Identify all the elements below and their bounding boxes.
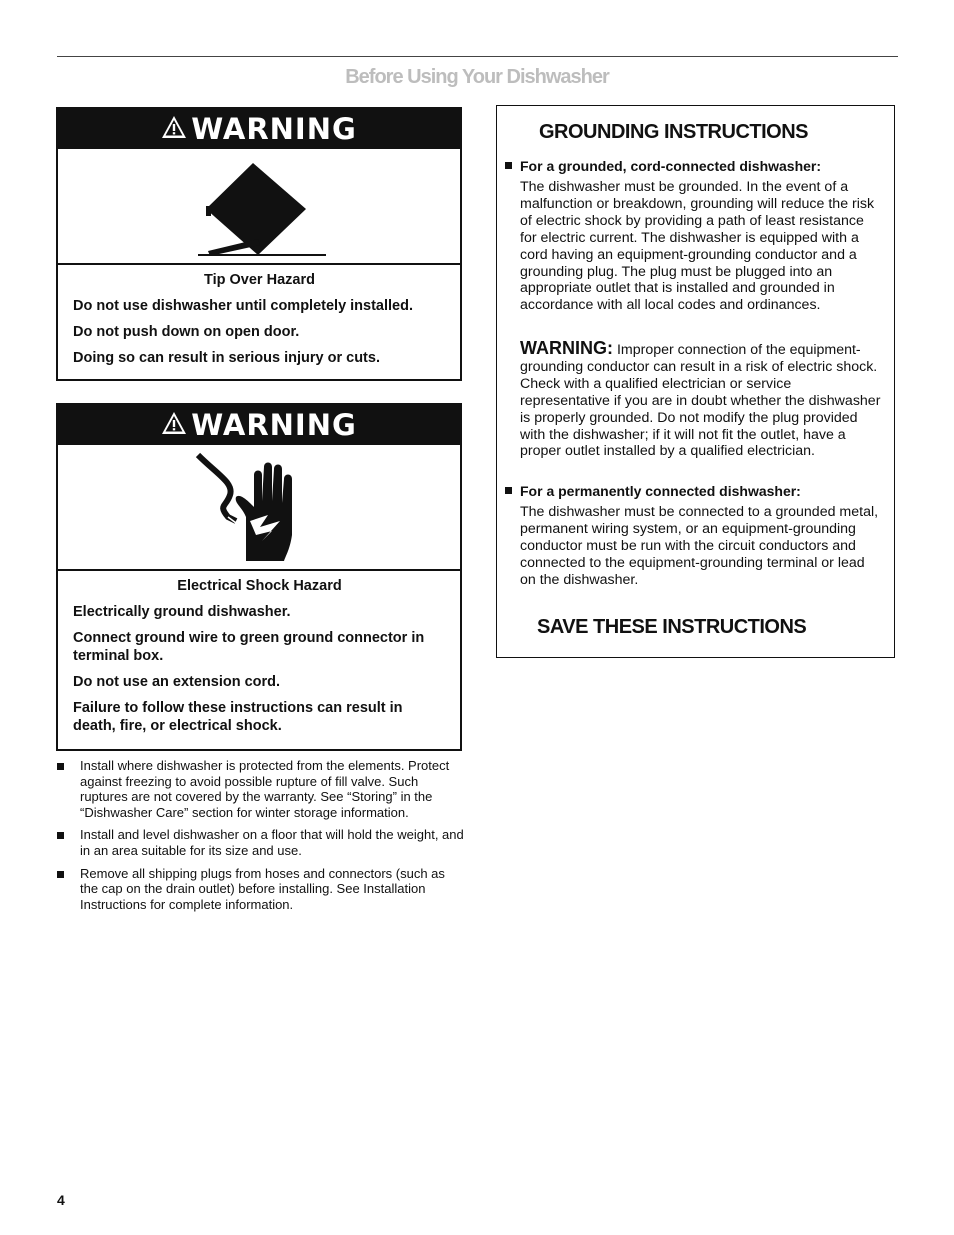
warning-line: Electrically ground dishwasher. — [73, 604, 291, 620]
grounding-paragraph-permanent: The dishwasher must be connected to a grounded metal, permanent wiring system, or an equipment-grounding conductor must be run with the circuit conductors and connected to the equipment-grounding terminal or lead on the dishwasher. — [520, 504, 879, 588]
electrical-shock-pictogram — [58, 445, 460, 571]
list-item-text: Install where dishwasher is protected from the elements. Protect against freezing to avoid possible rupture of fill valve. Such ruptures are not covered by the warranty. See “Storing” in the “Dishwasher Care” section for winter storage information. — [80, 758, 450, 820]
subheading-text: For a grounded, cord-connected dishwasher: — [520, 158, 822, 174]
section-title: Before Using Your Dishwasher — [345, 66, 609, 88]
hazard-title: Electrical Shock Hazard — [177, 578, 342, 594]
warning-triangle-icon — [161, 408, 187, 442]
warning-line: Doing so can result in serious injury or cuts. — [73, 350, 380, 366]
list-item — [56, 758, 466, 820]
grounding-subheading-cord — [505, 158, 821, 174]
tip-over-pictogram — [58, 149, 460, 265]
warning-line: Do not push down on open door. — [73, 324, 300, 340]
warning-box-electrical — [56, 403, 462, 751]
page-number: 4 — [57, 1192, 65, 1208]
hazard-title: Tip Over Hazard — [204, 272, 315, 288]
warning-line: Do not use dishwasher until completely installed. — [73, 298, 414, 314]
grounding-title: GROUNDING INSTRUCTIONS — [539, 121, 808, 143]
installation-notes — [56, 758, 466, 919]
warning-header-text: WARNING — [191, 112, 357, 146]
subheading-text: For a permanently connected dishwasher: — [520, 483, 801, 499]
warning-box-tip-over — [56, 107, 462, 381]
tip-over-icon — [58, 149, 460, 263]
warning-header — [58, 405, 460, 445]
grounding-warning-paragraph — [520, 340, 882, 460]
grounding-paragraph-cord: The dishwasher must be grounded. In the event of a malfunction or breakdown, grounding will reduce the risk of electric shock by providing a path of least resistance for electric current. The dishwasher is equipped with a cord having an equipment-grounding conductor and a grounding plug. The plug must be plugged into an appropriate outlet that is installed and grounded in accordance with all local codes and ordinances. — [520, 179, 875, 314]
grounding-subheading-permanent — [505, 483, 801, 499]
list-item — [56, 827, 466, 858]
warning-line: Failure to follow these instructions can result in death, fire, or electrical shock. — [73, 700, 403, 734]
warning-body — [58, 571, 460, 743]
bullet-square-icon — [57, 763, 64, 770]
bullet-square-icon — [57, 871, 64, 878]
warning-line: Connect ground wire to green ground connector in terminal box. — [73, 630, 425, 664]
bullet-square-icon — [505, 487, 512, 494]
warning-line: Do not use an extension cord. — [73, 674, 281, 690]
save-instructions-heading: SAVE THESE INSTRUCTIONS — [537, 616, 807, 638]
warning-text: Improper connection of the equipment-grounding conductor can result in a risk of electric shock. Check with a qualified electrician or service representative if you are in doubt whether the dishwasher is properly grounded. Do not modify the plug provided with the dishwasher; if it will not fit the outlet, have a proper outlet installed by a qualified electrician. — [520, 342, 881, 460]
list-item — [56, 866, 466, 913]
list-item-text: Install and level dishwasher on a floor that will hold the weight, and in an area suitable for its size and use. — [80, 827, 464, 858]
list-item-text: Remove all shipping plugs from hoses and connectors (such as the cap on the drain outlet) before installing. See Installation Instructions for complete information. — [80, 865, 445, 912]
warning-label: WARNING: — [520, 338, 613, 358]
bullet-square-icon — [57, 832, 64, 839]
electric-shock-hand-icon — [58, 445, 460, 569]
warning-body — [58, 265, 460, 375]
warning-triangle-icon — [161, 112, 187, 146]
warning-header — [58, 109, 460, 149]
top-rule — [57, 56, 898, 57]
warning-header-text: WARNING — [191, 408, 357, 442]
bullet-square-icon — [505, 162, 512, 169]
grounding-instructions-box — [496, 105, 895, 658]
